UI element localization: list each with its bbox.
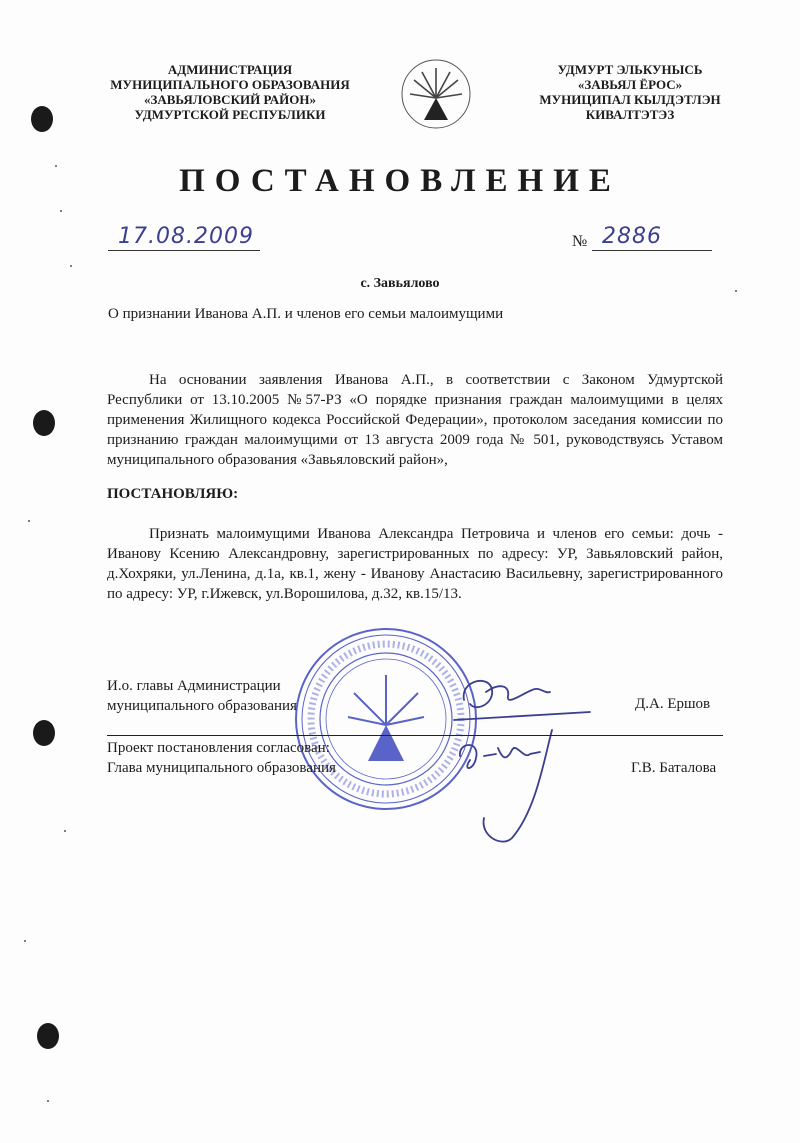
header-line: УДМУРТ ЭЛЬКУНЫСЬ	[557, 62, 703, 77]
header-line: КИВАЛТЭТЭЗ	[585, 107, 675, 122]
position-line: Глава муниципального образования	[107, 760, 336, 776]
document-place: с. Завьялово	[360, 276, 440, 291]
body-paragraph-decision: Признать малоимущими Иванова Александра Петровича и членов его семьи: дочь - Иванову Ксению Александровну, зарегистрированных по адресу: УР, Завьяловский район, д.Хохряки, ул.Ленина, д.1а, кв.1, жену - Иванову Анастасию Васильевну, зарегистрированного по адресу: УР, г.Ижевск, ул.Ворошилова, д.32, кв.15/13.	[107, 526, 723, 602]
signatory-name-2: Г.В. Баталова	[631, 760, 717, 776]
number-underline	[592, 250, 712, 251]
body-paragraph-basis: На основании заявления Иванова А.П., в соответствии с Законом Удмуртской Республики от 13.10.2005 №57-РЗ «О порядке признания граждан малоимущими в целях применения Жилищного кодекса Российской Федерации», протоколом заседания комиссии по признанию граждан малоимущими от 13 августа 2009 года № 501, руководствуясь Уставом муниципального образования «Завьяловский район»,	[107, 372, 723, 468]
position-line: муниципального образования	[107, 698, 297, 714]
punch-hole	[37, 1023, 59, 1049]
header-line: «ЗАВЬЯЛОВСКИЙ РАЙОН»	[144, 92, 316, 107]
document-date: 17.08.2009	[118, 224, 254, 249]
header-line: УДМУРТСКОЙ РЕСПУБЛИКИ	[134, 107, 326, 122]
date-underline	[108, 250, 260, 251]
punch-hole	[33, 720, 55, 746]
header-line: МУНИЦИПАЛ КЫЛДЭТЛЭН	[539, 92, 721, 107]
scan-speck	[47, 1100, 49, 1102]
punch-hole	[31, 106, 53, 132]
signatory-name-1: Д.А. Ершов	[635, 696, 711, 712]
scan-speck	[24, 940, 26, 942]
document-title: ПОСТАНОВЛЕНИЕ	[179, 163, 621, 199]
header-line: «ЗАВЬЯЛ ЁРОС»	[577, 77, 683, 92]
scan-speck	[735, 290, 737, 292]
header-line: АДМИНИСТРАЦИЯ	[167, 62, 293, 77]
position-line: Проект постановления согласован:	[107, 740, 330, 756]
scan-speck	[55, 165, 57, 167]
scan-speck	[70, 265, 72, 267]
decree-heading: ПОСТАНОВЛЯЮ:	[107, 486, 239, 502]
header-line: МУНИЦИПАЛЬНОГО ОБРАЗОВАНИЯ	[110, 77, 350, 92]
number-label: №	[572, 233, 588, 250]
signatory-position-2	[107, 738, 336, 778]
handwritten-signature-icon	[440, 660, 600, 850]
document-number: 2886	[602, 224, 662, 249]
snowflake-emblem-icon	[400, 58, 472, 130]
scan-speck	[28, 520, 30, 522]
divider-line	[107, 735, 723, 736]
punch-hole	[33, 410, 55, 436]
header-russian	[100, 62, 360, 122]
position-line: И.о. главы Администрации	[107, 678, 281, 694]
scan-speck	[60, 210, 62, 212]
header-udmurt	[520, 62, 740, 122]
scan-speck	[64, 830, 66, 832]
signatory-position-1	[107, 676, 297, 716]
document-subject: О признании Иванова А.П. и членов его семьи малоимущими	[108, 306, 504, 322]
